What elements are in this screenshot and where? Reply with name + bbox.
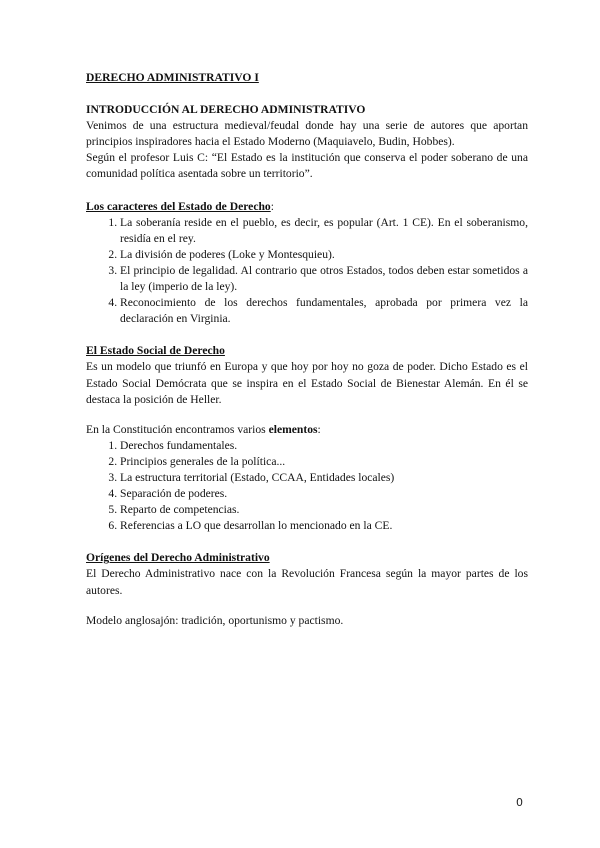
list-item: 3. El principio de legalidad. Al contrario que otros Estados, todos deben estar sometidos a la ley (imperio de la ley). [120, 263, 528, 295]
social-p2-prefix: En la Constitución encontramos varios [86, 422, 269, 436]
social-p2-suffix: : [317, 422, 321, 436]
document-body [86, 70, 528, 629]
origenes-paragraph-1: El Derecho Administrativo nace con la Revolución Francesa según la mayor partes de los autores. [86, 567, 528, 597]
list-item: 3. La estructura territorial (Estado, CCAA, Entidades locales) [120, 470, 528, 486]
list-item: 1. La soberanía reside en el pueblo, es decir, es popular (Art. 1 CE). En el soberanismo, residía en el rey. [120, 215, 528, 247]
caracteres-heading [86, 199, 528, 215]
origenes-paragraph-2: Modelo anglosajón: tradición, oportunismo y pactismo. [86, 613, 344, 627]
social-paragraph-2 [86, 422, 528, 438]
caracteres-heading-text: Los caracteres del Estado de Derecho [86, 199, 271, 213]
list-item: 2. Principios generales de la política... [120, 454, 528, 470]
social-heading: El Estado Social de Derecho [86, 344, 225, 358]
caracteres-heading-colon: : [270, 199, 274, 213]
document-title: DERECHO ADMINISTRATIVO I [86, 71, 259, 84]
list-item: 4. Reconocimiento de los derechos fundamentales, aprobada por primera vez la declaración en Virginia. [120, 295, 528, 327]
caracteres-list [86, 215, 528, 328]
page-number: 0 [516, 796, 523, 809]
list-item: 4. Separación de poderes. [120, 486, 528, 502]
list-item: 1. Derechos fundamentales. [120, 438, 528, 454]
intro-paragraph-1: Venimos de una estructura medieval/feudal donde hay una serie de autores que aportan principios inspiradores hacia el Estado Moderno (Maquiavelo, Budin, Hobbes). [86, 119, 528, 149]
intro-paragraph-2: Según el profesor Luis C: “El Estado es la institución que conserva el poder soberano de una comunidad política asentada sobre un territorio”. [86, 151, 528, 181]
origenes-heading: Orígenes del Derecho Administrativo [86, 551, 270, 565]
list-item: 5. Reparto de competencias. [120, 502, 528, 518]
elementos-list [86, 438, 528, 535]
intro-heading: INTRODUCCIÓN AL DERECHO ADMINISTRATIVO [86, 103, 366, 117]
social-paragraph-1: Es un modelo que triunfó en Europa y que hoy por hoy no goza de poder. Dicho Estado es el Estado Social Demócrata que se inspira en el Estado Social de Bienestar Alemán. En él se destaca la posición de Heller. [86, 360, 528, 406]
list-item: 6. Referencias a LO que desarrollan lo mencionado en la CE. [120, 518, 528, 534]
social-p2-bold: elementos [268, 422, 318, 436]
list-item: 2. La división de poderes (Loke y Montesquieu). [120, 247, 528, 263]
